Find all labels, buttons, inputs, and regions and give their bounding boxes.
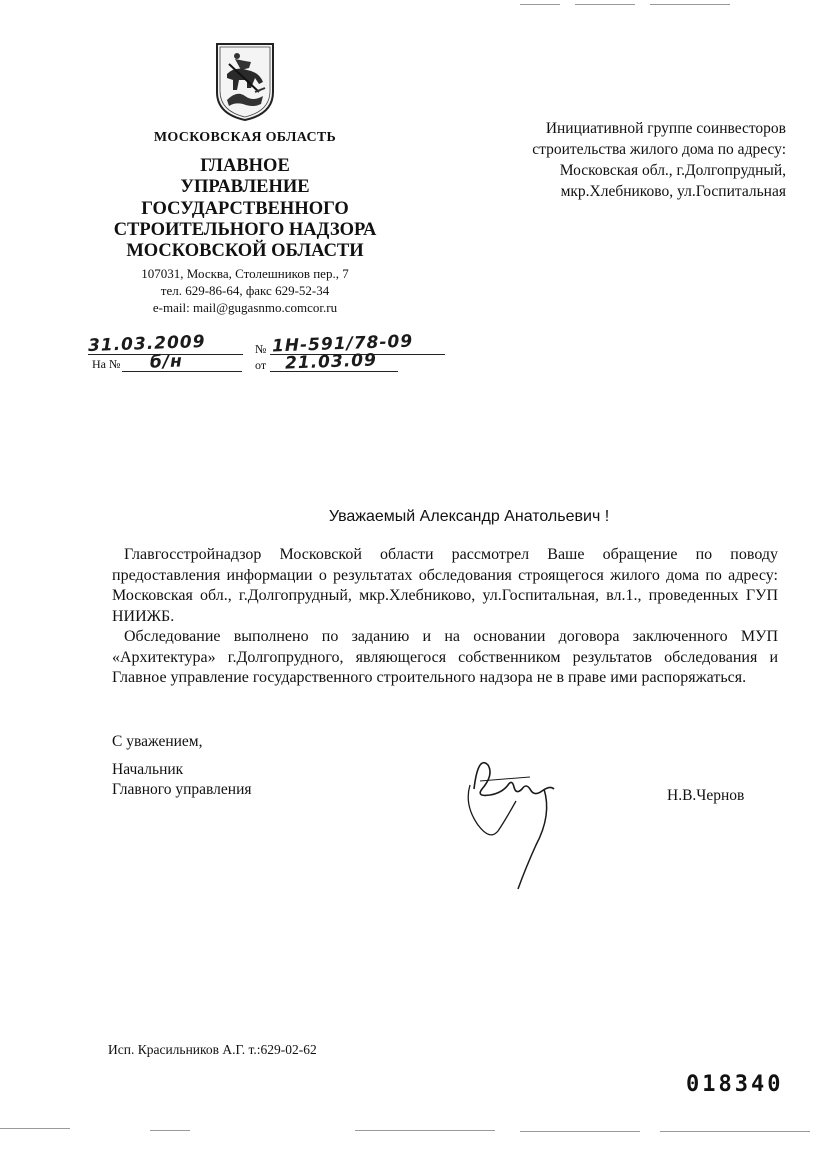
from-label: от: [255, 358, 267, 372]
recipient-line: Московская обл., г.Долгопрудный,: [559, 162, 786, 179]
scan-artifact: [660, 1131, 810, 1132]
body-paragraph: Обследование выполнено по заданию и на основании договора заключенного МУП «Архитектура» г.Долгопрудного, являющегося собственником результатов обследования и Главное управление государственного строительного надзора не в праве ими распоряжаться.: [112, 628, 778, 686]
scan-artifact: [355, 1130, 495, 1131]
reference-label: На №: [92, 357, 121, 371]
scan-artifact: [650, 4, 730, 5]
organization-name-line: МОСКОВСКОЙ ОБЛАСТИ: [126, 241, 364, 262]
organization-name-line: ГОСУДАРСТВЕННОГО: [141, 198, 349, 219]
phone-fax-line: тел. 629-86-64, факс 629-52-34: [160, 283, 330, 298]
closing-phrase: С уважением,: [112, 733, 203, 750]
executor-info: Исп. Красильников А.Г. т.:629-02-62: [108, 1042, 317, 1057]
number-sign: №: [255, 342, 267, 356]
scan-artifact: [150, 1130, 190, 1131]
scan-artifact: [0, 1128, 70, 1129]
organization-name-line: ГЛАВНОЕ: [200, 156, 290, 176]
email-line: e-mail: mail@gugasnmo.comcor.ru: [152, 300, 338, 315]
recipient-line: Инициативной группе соинвесторов: [545, 120, 786, 137]
recipient-line: мкр.Хлебниково, ул.Госпитальная: [560, 183, 786, 200]
position-line: Главного управления: [112, 781, 252, 798]
reference-underline: [122, 371, 242, 372]
letter-body: [112, 545, 778, 689]
letter-number: 1Н-591/78-09: [271, 331, 414, 357]
letter-date: 31.03.2009: [87, 331, 206, 357]
salutation: Уважаемый Александр Анатольевич !: [328, 508, 610, 525]
scan-artifact: [520, 4, 560, 5]
recipient-line: строительства жилого дома по адресу:: [532, 141, 786, 158]
organization-name-line: СТРОИТЕЛЬНОГО НАДЗОРА: [113, 219, 377, 240]
handwritten-signature: [460, 745, 590, 895]
organization-name-line: УПРАВЛЕНИЕ: [180, 177, 310, 198]
recipient-block: [480, 118, 786, 202]
reference-date-underline: [270, 371, 398, 372]
scan-artifact: [575, 4, 635, 5]
position-line: Начальник: [112, 761, 184, 778]
signer-name: Н.В.Чернов: [667, 787, 745, 804]
body-paragraph: Главгосстройнадзор Московской области рассмотрел Ваше обращение по поводу предоставления информации о результатах обследования строящегося жилого дома по адресу: Московская обл., г.Долгопрудный, мкр.Хлебниково, ул.Госпитальная, вл.1., проведенных ГУП НИИЖБ.: [112, 546, 778, 625]
region-name: МОСКОВСКАЯ ОБЛАСТЬ: [153, 130, 337, 145]
scan-artifact: [520, 1131, 640, 1132]
organization-name: [95, 156, 395, 262]
address-line: 107031, Москва, Столешников пер., 7: [141, 266, 349, 281]
signer-position: [112, 760, 252, 800]
coat-of-arms-emblem: [215, 42, 275, 122]
reference-date: 21.03.09: [284, 350, 378, 374]
organization-address: [95, 265, 395, 316]
reference-number: б/н: [149, 351, 184, 373]
document-serial-number: 018340: [686, 1072, 784, 1097]
